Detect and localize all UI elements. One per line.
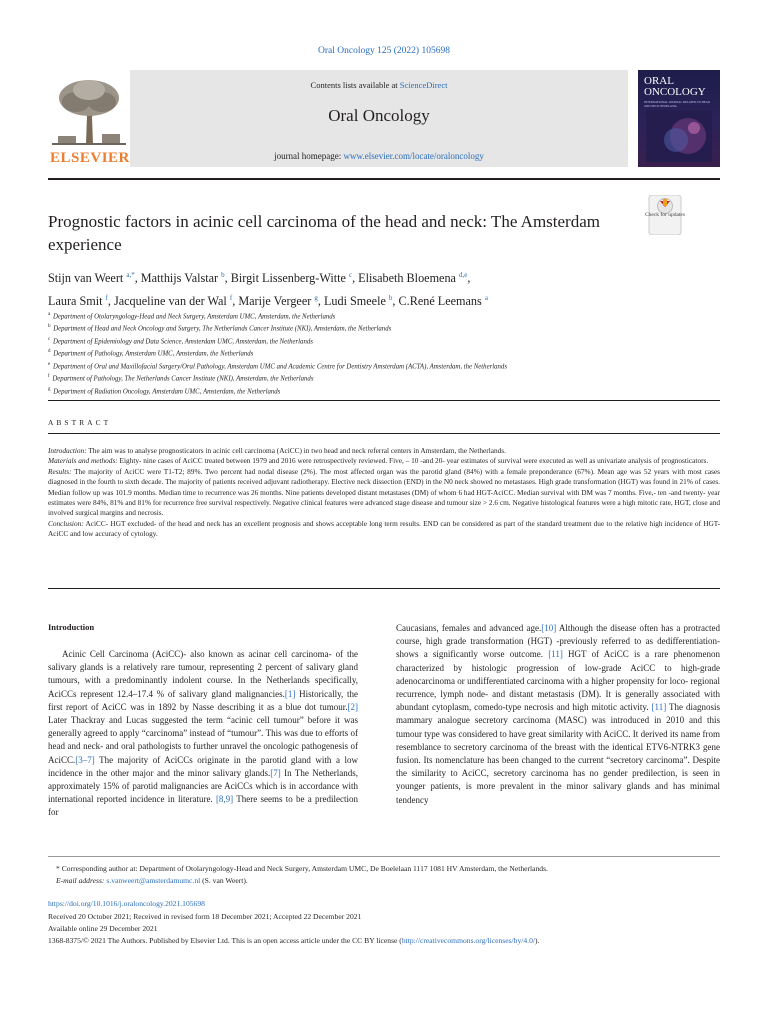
abstract-body [48, 446, 720, 540]
body-text: Later Thackray and Lucas suggested the term “acinic cell tumour” before it was generally agreed to apply “carcinoma” instead of “tumour”. This was due to efforts of head and neck- and oral pathologists to further unravel the oncologic pathogenesis of AciCC. [48, 715, 358, 765]
affiliation: $^d$ Department of Pathology, Amsterdam UMC, Amsterdam, the Netherlands [48, 349, 254, 358]
body-text: Caucasians, females and advanced age. [396, 623, 542, 633]
journal-title: Oral Oncology [328, 106, 430, 125]
affiliation: $^e$ Department of Oral and Maxillofacial Surgery/Oral Pathology, Amsterdam UMC and Academic Centre for Dentistry Amsterdam (ACTA), Amsterdam, the Netherlands [48, 361, 507, 371]
elsevier-wordmark: ELSEVIER [50, 150, 130, 166]
journal-reference[interactable]: Oral Oncology 125 (2022) 105698 [318, 46, 450, 56]
affiliation: $^f$ Department of Pathology, The Netherlands Cancer Institute (NKI), Amsterdam, the Netherlands [48, 374, 314, 383]
body-text: Acinic Cell Carcinoma (AciCC)- also known as acinar cell carcinoma- of the salivary glands is a relatively rare tumour, representing 2 percent of salivary gland tumours, with a predominantly indolent course. In the Netherlands specifically, AciCCs represent 12.4–17.4 % of salivary gland malignancies. [48, 649, 358, 699]
abstract-heading-divider [48, 433, 720, 434]
introduction-right-column [396, 622, 720, 807]
abstract-introduction: Introduction: The aim was to analyse prognosticators in acinic cell carcinoma (AciCC) in two head and neck referral centers in Amsterdam, the Netherlands. [48, 446, 506, 455]
abstract-top-divider [48, 400, 720, 401]
homepage-link[interactable]: www.elsevier.com/locate/oraloncology [343, 151, 484, 161]
cover-title: ORAL ONCOLOGY [644, 75, 706, 98]
affiliations [48, 310, 728, 397]
sciencedirect-link[interactable]: ScienceDirect [399, 80, 448, 90]
affiliation: $^c$ Department of Epidemiology and Data Science, Amsterdam UMC, Amsterdam, the Netherlands [48, 336, 313, 346]
license-link[interactable]: http://creativecommons.org/licenses/by/4.0/ [401, 936, 535, 945]
copyright-line: 1368-8375/© 2021 The Authors. Published by Elsevier Ltd. This is an open access article under the CC BY license (http://creativecommons.org/licenses/by/4.0/). [48, 936, 540, 945]
contents-line [130, 80, 628, 90]
citation-link[interactable]: [7] [270, 767, 281, 778]
introduction-left-column [48, 648, 358, 820]
body-text: The diagnosis mammary analogue secretory carcinoma (MASC) was introduced in 2010 and this tumour type was considered to have great similarity with AciCC. It derived its name from resemblance to secretory carcinoma of the breast with the identical ETV6-NTRK3 gene fusion. Its nomenclature has been changed to the current “secretory carcinoma”. Despite the similarity to AciCC, secretory carcinoma has no gender predilection, is seen in younger patients, is more prevalent in the minor salivary glands and has minimal tendency [396, 702, 720, 805]
journal-cover[interactable] [638, 70, 720, 167]
citation-link[interactable]: [1] [284, 688, 296, 699]
received-dates: Received 20 October 2021; Received in revised form 18 December 2021; Accepted 22 December 2021 [48, 912, 362, 921]
email-label: E-mail address: [56, 875, 105, 885]
author[interactable]: Ludi Smeele $^b$, [323, 294, 399, 309]
body-text: Although the disease often has a protracted course, high grade transformation (HGT) -previously referred to as dedifferentiation- shows a significantly worse outcome. [396, 623, 720, 660]
email-link[interactable]: s.vanweert@amsterdamumc.nl [106, 875, 201, 885]
author[interactable]: Elisabeth Bloemena $^{d,e}$, [358, 271, 471, 286]
affiliation: $^g$ Department of Radiation Oncology, Amsterdam UMC, Amsterdam, the Netherlands [48, 386, 281, 396]
citation-link[interactable]: [11] [651, 702, 667, 713]
affiliation: $^b$ Department of Head and Neck Oncology and Surgery, The Netherlands Cancer Institute (NKI), Amsterdam, the Netherlands [48, 324, 392, 333]
author[interactable]: C.René Leemans $^a$ [398, 294, 488, 309]
affiliation: $^a$ Department of Otolaryngology-Head and Neck Surgery, Amsterdam UMC, Amsterdam, the Netherlands [48, 312, 336, 321]
citation-link[interactable]: [3–7] [75, 754, 95, 765]
citation-link[interactable]: [2] [347, 701, 358, 712]
contents-prefix: Contents lists available at [310, 80, 400, 90]
section-heading-introduction: Introduction [48, 622, 95, 632]
body-text: HGT of AciCC is a rare phenomenon characterized by histologic progression of low-grade AciCC to high-grade adenocarcinoma or undifferentiated carcinoma with a higher propensity for loco- regional recurrence, lymph node- and distant metastasis (DM). It is generally associated with abundant cytoplasm, comedo-type necrosis and high mitotic activity. [396, 649, 720, 713]
body-text: In The Netherlands, approximately 15% of parotid malignancies are AciCCs which is in accordance with international reported incidence in literature. [48, 767, 358, 805]
corresponding-author-footnote: * Corresponding author at: Department of Otolaryngology-Head and Neck Surgery, Amsterdam UMC, De Boelelaan 1117 1081 HV Amsterdam, the Netherlands. E-mail address: s.vanweert@amsterdamumc.nl (S. van Weert). [56, 864, 548, 885]
citation-link[interactable]: [8,9] [212, 794, 234, 805]
homepage-line [130, 151, 628, 161]
author[interactable]: Marije Vergeer $^g$, [238, 294, 324, 309]
available-online-date: Available online 29 December 2021 [48, 924, 158, 933]
author[interactable]: Stijn van Weert $^{a,*}$, [48, 271, 141, 286]
citation-link[interactable]: [10] [541, 623, 557, 633]
author-list [48, 265, 728, 311]
author[interactable]: Jacqueline van der Wal $^f$, [113, 294, 239, 309]
footnote-divider [48, 856, 720, 857]
homepage-prefix: journal homepage: [274, 151, 344, 161]
abstract-heading: ABSTRACT [48, 418, 112, 427]
cover-artwork [646, 110, 712, 162]
abstract-results: Results: The majority of AciCC were T1-T2; 89%. Two percent had nodal disease (2%). The most affected organ was the parotid gland (84%) with a female preponderance (67%). Mean age was 52 years with most cases diagnosed in the fourth to sixth decade. The majority of patients received adjuvant radiotherapy. Elective neck dissection (END) in the N0 neck showed no metastases. High grade transformation (HGT) was found in 21% of cases. Median follow up was 101.9 months. Median time to recurrence was 26 months. Nine patients developed distant metastases (DM) of whom 6 had HGT-AciCC. Median survival with DM was 7 months. Five,- ten -and twenty- year estimates were 84%, 81% and 81% for recurrence free survival respectively. Negative clinical features were advanced stage disease and tumour size > 2.6 cm. Negative histological features were a high mitotic rate, HGT, close and involved surgical margins and necrosis. [48, 466, 720, 518]
doi-link[interactable]: https://doi.org/10.1016/j.oraloncology.2021.105698 [48, 899, 205, 908]
body-text: There seems to be a predilection for [48, 794, 358, 818]
article-title: Prognostic factors in acinic cell carcinoma of the head and neck: The Amsterdam experience [48, 212, 600, 254]
citation-link[interactable]: [11] [548, 649, 563, 660]
body-text: The majority of AciCCs originate in the parotid gland with a low incidence in the other major and the minor salivary glands. [48, 754, 358, 778]
header-divider [48, 178, 720, 180]
abstract-bottom-divider [48, 588, 720, 589]
abstract-conclusion: Conclusion: AciCC- HGT excluded- of the head and neck has an excellent prognosis and shows acceptable long term results. END can be considered as part of the standard treatment due to the relative high incidence of HGT- AciCC and low accuracy of cytology. [48, 518, 720, 539]
check-for-updates-label[interactable]: Check for updates [644, 212, 685, 218]
elsevier-tree-icon [52, 76, 126, 146]
cover-subtitle: INTERNATIONAL JOURNAL RELATED TO HEAD AND NECK NEOPLASIA [644, 100, 710, 108]
abstract-methods: Materials and methods: Eighty- nine cases of AciCC treated between 1979 and 2016 were retrospectively reviewed. Five, – 10 -and 20- year estimates of survival were executed as well as univariate analysis of prognosticators. [48, 456, 709, 466]
author[interactable]: Laura Smit $^f$, [48, 294, 114, 309]
author[interactable]: Matthijs Valstar $^b$, [140, 271, 231, 286]
body-text: Historically, the first report of AciCC was in 1892 by Nasse describing it as a blue dot tumour. [48, 688, 359, 712]
author[interactable]: Birgit Lissenberg-Witte $^c$, [230, 271, 359, 286]
